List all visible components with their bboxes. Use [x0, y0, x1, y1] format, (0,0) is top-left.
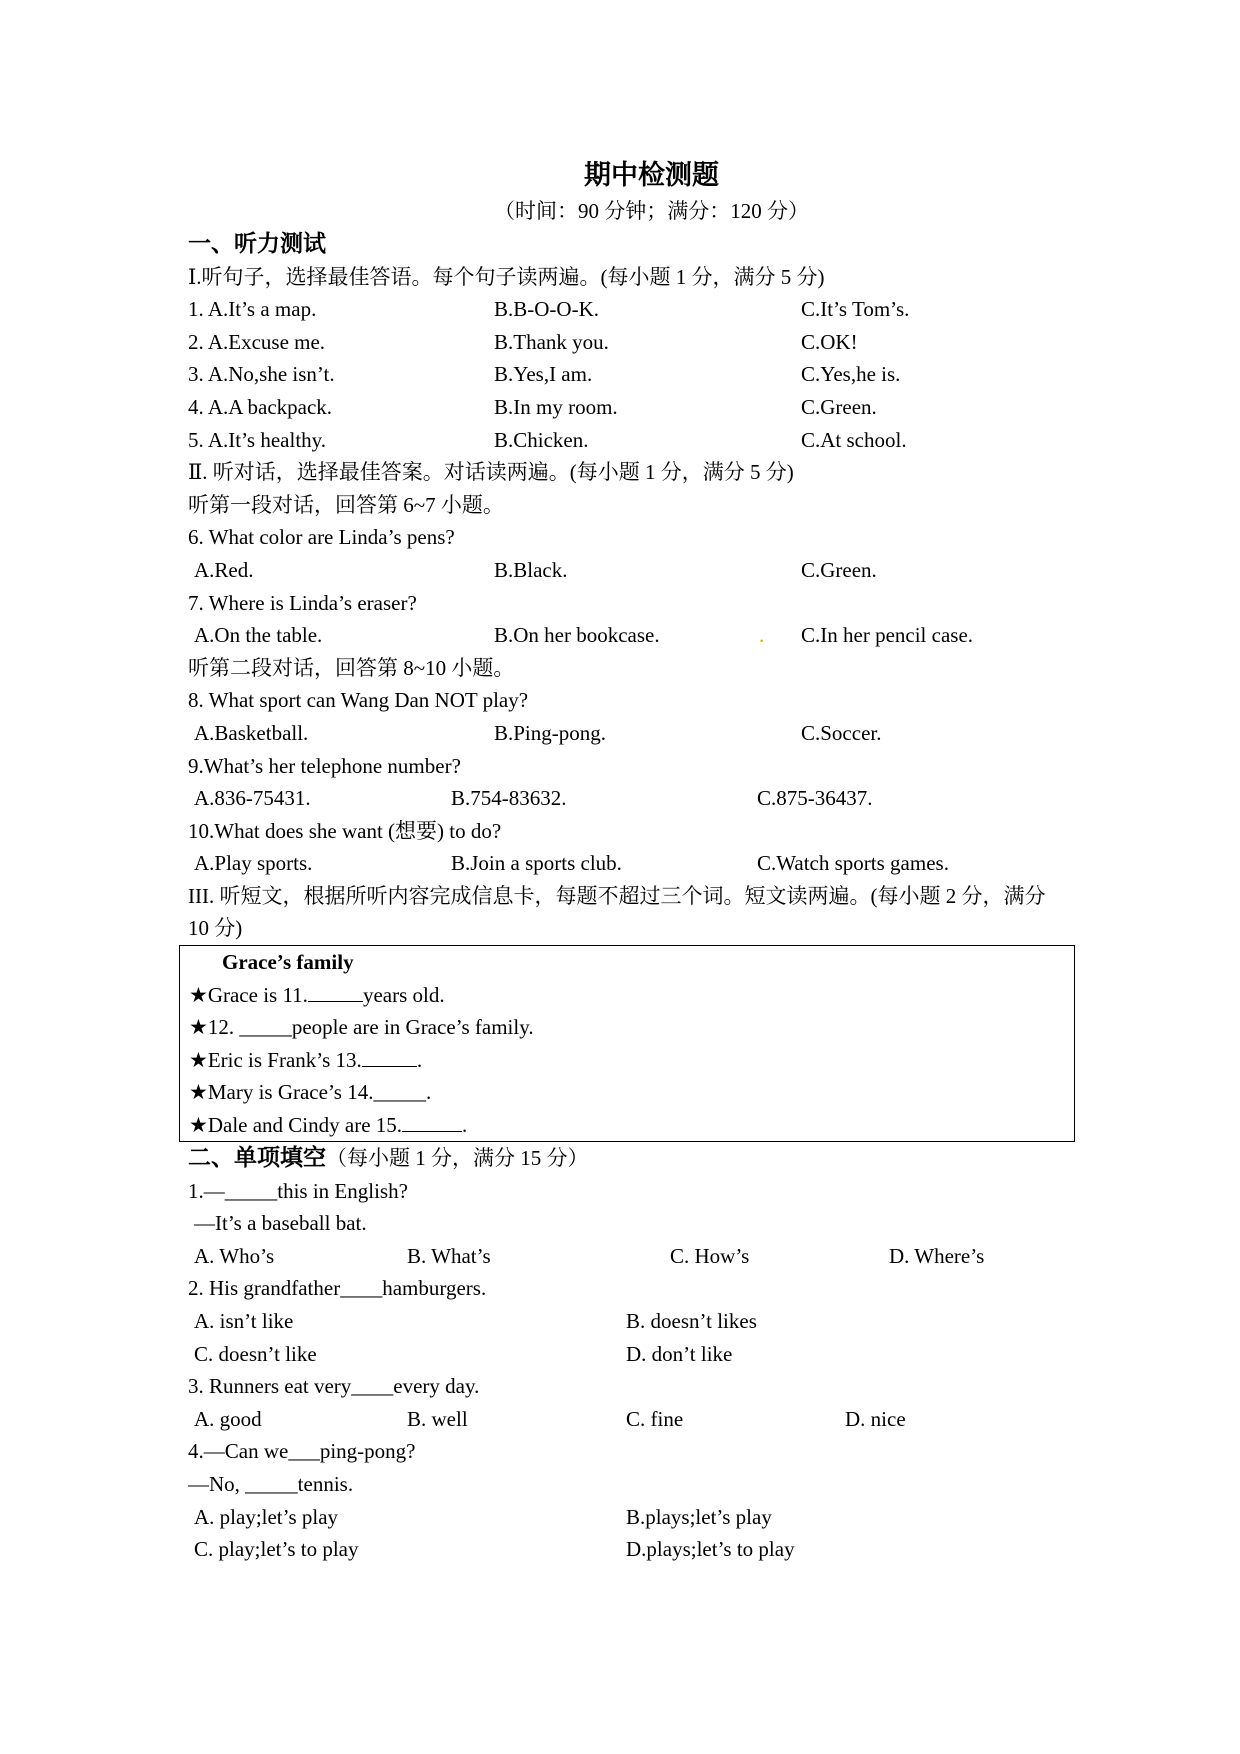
- row-13-post: .: [416, 1047, 423, 1072]
- question-9-number: 9.: [188, 753, 204, 778]
- question-2: [188, 326, 1068, 359]
- question-1: [188, 293, 1068, 326]
- dialog1-note: 听第一段对话，回答第 6~7 小题。: [188, 492, 504, 517]
- section2-note: （每小题 1 分，满分 15 分）: [326, 1146, 589, 1171]
- question-10: 10.What does she want (想要) to do?: [188, 818, 502, 843]
- question-9: [188, 750, 1068, 783]
- row-13-pre: ★Eric is Frank’s 13.: [189, 1047, 362, 1072]
- mc-question-2-options-ab: [188, 1305, 1068, 1338]
- question-3-b: B.Yes,I am.: [494, 362, 593, 387]
- stray-dot: .: [759, 623, 765, 648]
- mc1-option-c: C. How’s: [670, 1243, 750, 1268]
- question-8-options: [188, 717, 1068, 750]
- q6-option-c: C.Green.: [801, 557, 877, 582]
- question-9-text: What’s her telephone number?: [203, 753, 461, 778]
- mc-question-4-options-ab: [188, 1501, 1068, 1534]
- mc3-option-b: B. well: [407, 1406, 468, 1431]
- mc3-option-a: A. good: [194, 1406, 262, 1431]
- answer-blank-15[interactable]: [402, 1113, 462, 1132]
- mc-question-1-reply: —It’s a baseball bat.: [194, 1211, 367, 1236]
- info-card-row-12: [189, 1011, 1074, 1044]
- section1-heading: 一、听力测试: [188, 231, 326, 257]
- question-9-options: [188, 782, 1068, 815]
- q7-option-a-part2: table.: [276, 623, 323, 648]
- mc3-option-c: C. fine: [626, 1406, 684, 1431]
- q9-option-b: B.754-83632.: [451, 786, 567, 811]
- q6-option-b: B.Black.: [494, 557, 568, 582]
- question-2-b: B.Thank you.: [494, 329, 609, 354]
- q9-option-c: C.875-36437.: [757, 786, 873, 811]
- q7-option-a: [194, 619, 322, 652]
- row-12-post: people are in Grace’s family.: [291, 1015, 534, 1040]
- question-4-b: B.In my room.: [494, 394, 618, 419]
- row-15-pre: ★Dale and Cindy are 15.: [189, 1113, 403, 1138]
- answer-blank-13[interactable]: [362, 1048, 417, 1067]
- info-card-row-14: [189, 1076, 1074, 1109]
- question-4: [188, 391, 1068, 424]
- row-15-post: .: [462, 1113, 468, 1138]
- part2-instruction: Ⅱ. 听对话，选择最佳答案。对话读两遍。(每小题 1 分，满分 5 分): [188, 460, 794, 485]
- info-card-row-11: [189, 979, 1074, 1012]
- mc4-option-c: C. play;let’s to play: [194, 1537, 359, 1562]
- q7-option-a-part1: A.On the: [194, 623, 271, 648]
- info-card-title: Grace’s family: [222, 950, 354, 975]
- question-3: [188, 358, 1068, 391]
- mc4-option-b: B.plays;let’s play: [626, 1504, 772, 1529]
- question-7-options: [188, 619, 1068, 652]
- question-4-c: C.Green.: [801, 394, 877, 419]
- exam-content: [188, 228, 1068, 1566]
- question-8: 8. What sport can Wang Dan NOT play?: [188, 688, 529, 713]
- page-subtitle: （时间：90 分钟；满分：120 分）: [494, 199, 809, 223]
- section2-heading-line: [188, 1142, 1068, 1175]
- row-14-post: .: [425, 1080, 432, 1105]
- answer-blank-14[interactable]: _____: [373, 1080, 426, 1105]
- mc1-option-b: B. What’s: [407, 1243, 491, 1268]
- question-3-c: C.Yes,he is.: [801, 362, 901, 387]
- part3-instruction: III. 听短文，根据所听内容完成信息卡，每题不超过三个词。短文读两遍。(每小题 2 分，满分 10 分): [188, 883, 1046, 941]
- q9-option-a: A.836-75431.: [194, 786, 311, 811]
- q8-option-b: B.Ping-pong.: [494, 720, 607, 745]
- mc-question-4: 4.—Can we___ping-pong?: [188, 1439, 416, 1464]
- mc-question-2: 2. His grandfather____hamburgers.: [188, 1276, 487, 1301]
- mc2-option-c: C. doesn’t like: [194, 1341, 317, 1366]
- q7-option-c: C.In her pencil case.: [801, 623, 974, 648]
- q10-option-a: A.Play sports.: [194, 851, 313, 876]
- row-11-pre: ★Grace is 11.: [189, 982, 308, 1007]
- question-3-a: 3. A.No,she isn’t.: [188, 362, 335, 387]
- info-card-row-15: [189, 1109, 1074, 1142]
- question-6-options: [188, 554, 1068, 587]
- mc-question-4-options-cd: [188, 1533, 1068, 1566]
- mc-question-3: 3. Runners eat very____every day.: [188, 1374, 480, 1399]
- question-7: 7. Where is Linda’s eraser?: [188, 590, 417, 615]
- mc-question-1-options: [188, 1240, 1068, 1273]
- row-11-post: years old.: [362, 982, 445, 1007]
- q7-option-b: B.On her bookcase.: [494, 623, 660, 648]
- info-card-row-13: [189, 1044, 1074, 1077]
- q8-option-a: A.Basketball.: [194, 720, 309, 745]
- question-2-a: 2. A.Excuse me.: [188, 329, 326, 354]
- mc-question-1: 1.—_____this in English?: [188, 1178, 408, 1203]
- mc2-option-b: B. doesn’t likes: [626, 1309, 757, 1334]
- question-6: 6. What color are Linda’s pens?: [188, 525, 455, 550]
- mc1-option-d: D. Where’s: [889, 1243, 985, 1268]
- mc-question-2-options-cd: [188, 1338, 1068, 1371]
- page-title: 期中检测题: [584, 160, 719, 191]
- question-5: [188, 424, 1068, 457]
- mc1-option-a: A. Who’s: [194, 1243, 275, 1268]
- dialog2-note: 听第二段对话，回答第 8~10 小题。: [188, 655, 515, 680]
- question-1-a: 1. A.It’s a map.: [188, 297, 317, 322]
- part1-instruction: Ⅰ.听句子，选择最佳答语。每个句子读两遍。(每小题 1 分，满分 5 分): [188, 264, 825, 289]
- mc-question-4-reply: —No, _____tennis.: [188, 1472, 354, 1496]
- question-5-b: B.Chicken.: [494, 427, 589, 452]
- mc2-option-d: D. don’t like: [626, 1341, 733, 1366]
- row-12-pre: ★12.: [189, 1015, 240, 1040]
- question-4-a: 4. A.A backpack.: [188, 394, 333, 419]
- q10-option-c: C.Watch sports games.: [757, 851, 949, 876]
- mc3-option-d: D. nice: [845, 1406, 906, 1431]
- answer-blank-12[interactable]: _____: [239, 1015, 292, 1040]
- question-10-options: [188, 847, 1068, 880]
- question-1-c: C.It’s Tom’s.: [801, 297, 910, 322]
- section2-heading: 二、单项填空: [188, 1145, 326, 1172]
- info-card: [179, 945, 1075, 1142]
- mc2-option-a: A. isn’t like: [194, 1309, 294, 1334]
- q6-option-a: A.Red.: [194, 557, 254, 582]
- q8-option-c: C.Soccer.: [801, 720, 882, 745]
- mc-question-3-options: [188, 1403, 1068, 1436]
- mc4-option-d: D.plays;let’s to play: [626, 1537, 795, 1562]
- q10-option-b: B.Join a sports club.: [451, 851, 622, 876]
- question-5-a: 5. A.It’s healthy.: [188, 427, 327, 452]
- question-5-c: C.At school.: [801, 427, 907, 452]
- mc4-option-a: A. play;let’s play: [194, 1504, 339, 1529]
- question-2-c: C.OK!: [801, 329, 858, 354]
- answer-blank-11[interactable]: [308, 983, 363, 1002]
- question-1-b: B.B-O-O-K.: [494, 297, 599, 322]
- row-14-pre: ★Mary is Grace’s 14.: [189, 1080, 374, 1105]
